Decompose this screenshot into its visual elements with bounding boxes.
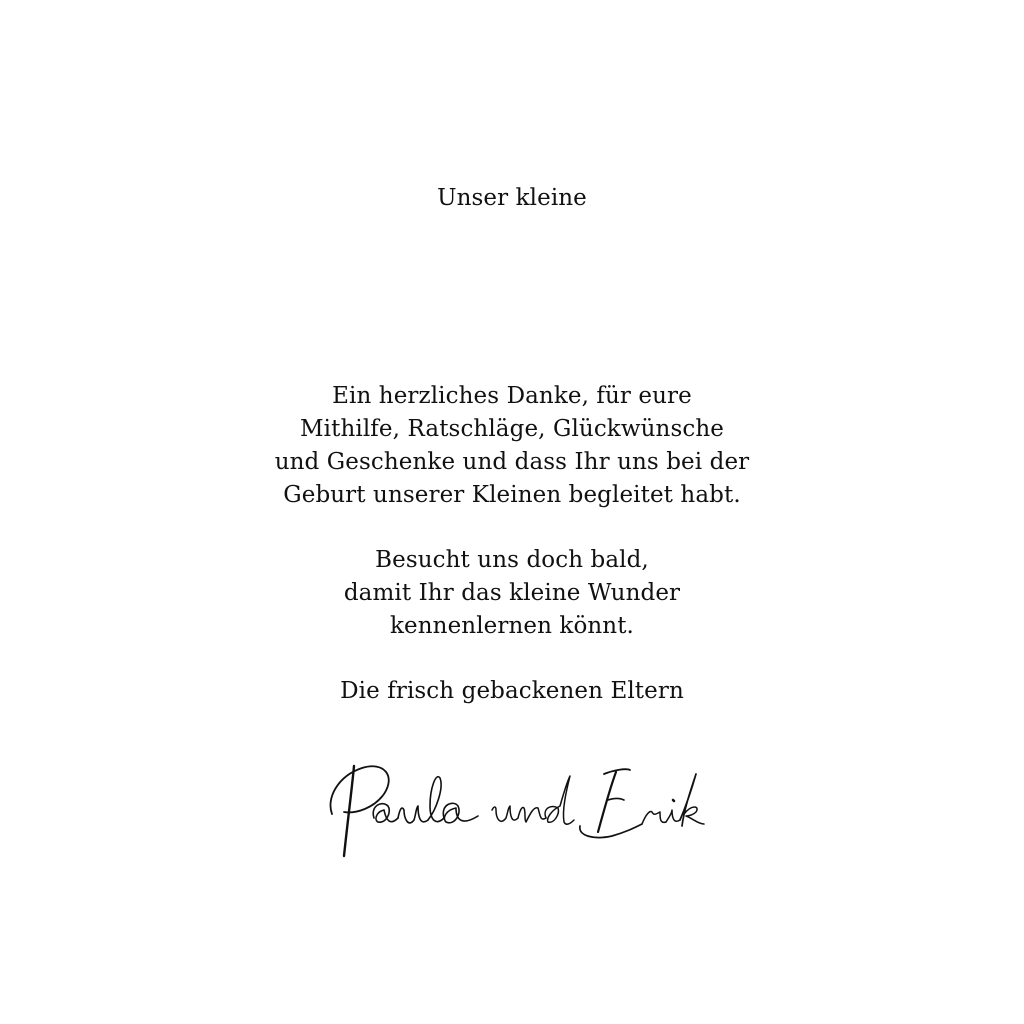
card-heading: Unser kleine	[437, 185, 587, 211]
thanks-line-1: Ein herzliches Danke, für eure	[332, 383, 692, 409]
handwritten-signature	[312, 748, 712, 868]
thanks-line-3: und Geschenke und dass Ihr uns bei der	[274, 449, 750, 475]
visit-line-2: damit Ihr das kleine Wunder	[343, 580, 681, 606]
closing-line: Die frisch gebackenen Eltern	[340, 678, 684, 704]
visit-line-1: Besucht uns doch bald,	[375, 547, 649, 573]
thanks-line-2: Mithilfe, Ratschläge, Glückwünsche	[300, 416, 724, 442]
thanks-line-4: Geburt unserer Kleinen begleitet habt.	[283, 482, 741, 508]
visit-line-3: kennenlernen könnt.	[390, 613, 634, 639]
